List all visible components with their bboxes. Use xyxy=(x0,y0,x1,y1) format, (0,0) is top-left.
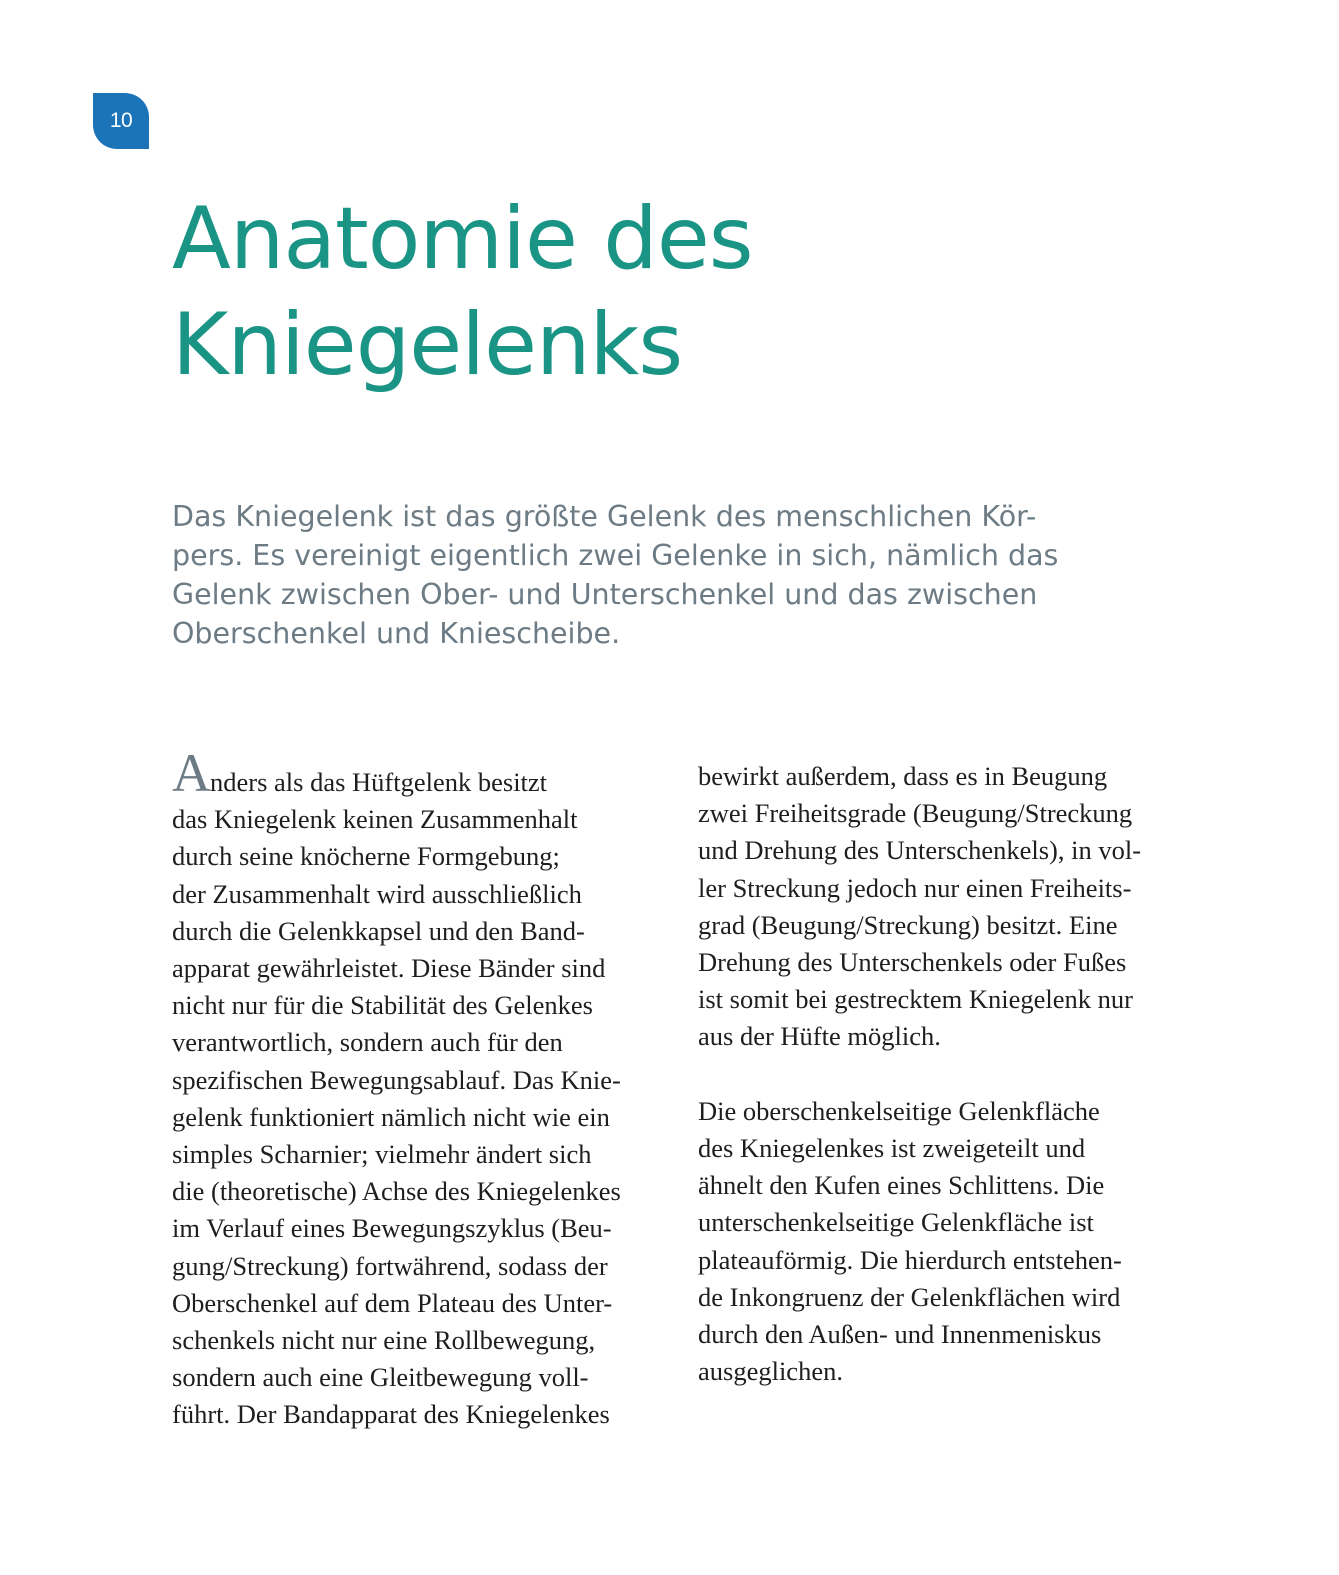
body-line: und Drehung des Unterschenkels), in vol- xyxy=(698,835,1142,866)
body-line: plateauförmig. Die hierdurch entstehen- xyxy=(698,1244,1122,1275)
body-line: durch seine knöcherne Formgebung; xyxy=(172,841,560,872)
lead-line: Gelenk zwischen Ober- und Unterschenkel und das zwischen xyxy=(172,578,1038,611)
body-line: des Kniegelenkes ist zweigeteilt und xyxy=(698,1133,1086,1164)
body-line: nicht nur für die Stabilität des Gelenkes xyxy=(172,990,593,1021)
body-line: ähnelt den Kufen eines Schlittens. Die xyxy=(698,1170,1105,1201)
body-line: spezifischen Bewegungsablauf. Das Knie- xyxy=(172,1064,621,1095)
body-line: aus der Hüfte möglich. xyxy=(698,1021,941,1052)
body-line: gelenk funktioniert nämlich nicht wie ein xyxy=(172,1101,610,1132)
page-title xyxy=(172,186,1072,398)
body-line: Die oberschenkelseitige Gelenkfläche xyxy=(698,1095,1100,1126)
body-line: durch den Außen- und Innenmeniskus xyxy=(698,1319,1102,1350)
body-line: führt. Der Bandapparat des Kniegelenkes xyxy=(172,1399,610,1430)
title-line: Kniegelenks xyxy=(172,295,683,395)
body-line: Oberschenkel auf dem Plateau des Unter- xyxy=(172,1287,613,1318)
body-line: grad (Beugung/Streckung) besitzt. Eine xyxy=(698,909,1118,940)
body-line: verantwortlich, sondern auch für den xyxy=(172,1027,563,1058)
body-line: ist somit bei gestrecktem Kniegelenk nur xyxy=(698,984,1133,1015)
body-line: unterschenkelseitige Gelenkfläche ist xyxy=(698,1207,1094,1238)
lead-line: Das Kniegelenk ist das größte Gelenk des menschlichen Kör- xyxy=(172,500,1037,533)
body-line xyxy=(172,743,652,803)
body-line: de Inkongruenz der Gelenkflächen wird xyxy=(698,1281,1121,1312)
body-column-right xyxy=(698,758,1178,1390)
body-line: der Zusammenhalt wird ausschließlich xyxy=(172,878,582,909)
body-line: simples Scharnier; vielmehr ändert sich xyxy=(172,1139,592,1170)
body-line: im Verlauf eines Bewegungszyklus (Beu- xyxy=(172,1213,612,1244)
body-line: die (theoretische) Achse des Kniegelenkes xyxy=(172,1176,621,1207)
body-line: ausgeglichen. xyxy=(698,1356,843,1387)
body-line: gung/Streckung) fortwährend, sodass der xyxy=(172,1250,608,1281)
drop-cap: A xyxy=(172,743,210,803)
body-line: Drehung des Unterschenkels oder Fußes xyxy=(698,947,1127,978)
lead-line: pers. Es vereinigt eigentlich zwei Gelenke in sich, nämlich das xyxy=(172,539,1059,572)
body-line: zwei Freiheitsgrade (Beugung/Streckung xyxy=(698,798,1133,829)
body-line: schenkels nicht nur eine Rollbewegung, xyxy=(172,1325,596,1356)
body-line: apparat gewährleistet. Diese Bänder sind xyxy=(172,953,606,984)
body-column-left xyxy=(172,743,652,1434)
body-line: sondern auch eine Gleitbewegung voll- xyxy=(172,1362,589,1393)
body-line: bewirkt außerdem, dass es in Beugung xyxy=(698,761,1108,791)
lead-paragraph xyxy=(172,497,1132,653)
body-line: ler Streckung jedoch nur einen Freiheits- xyxy=(698,872,1132,903)
lead-line: Oberschenkel und Kniescheibe. xyxy=(172,617,621,650)
title-line: Anatomie des xyxy=(172,189,753,289)
page-number-badge: 10 xyxy=(93,93,149,149)
first-line-text: nders als das Hüftgelenk besitzt xyxy=(210,767,548,797)
body-line: das Kniegelenk keinen Zusammenhalt xyxy=(172,804,578,835)
paragraph-gap xyxy=(698,1056,1178,1093)
body-line: durch die Gelenkkapsel und den Band- xyxy=(172,915,585,946)
